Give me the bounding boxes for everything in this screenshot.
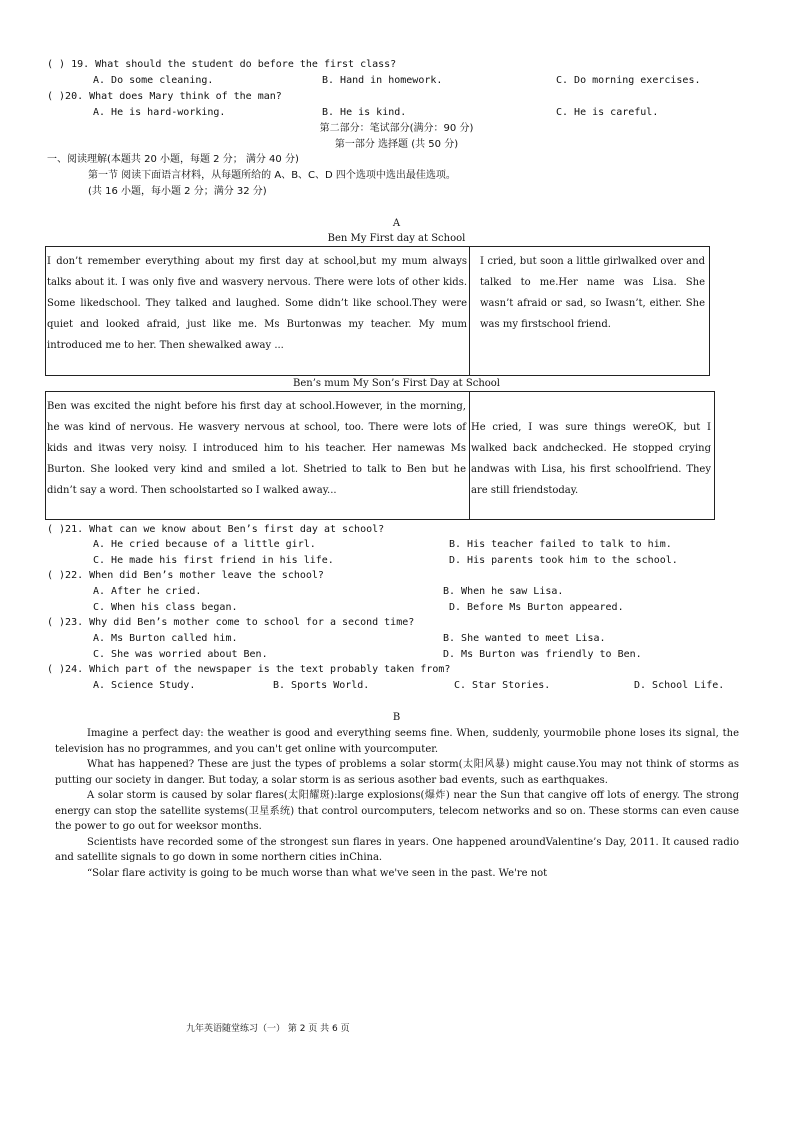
question-19-option-a: A. Do some cleaning. xyxy=(93,75,214,86)
question-24-option-d: D. School Life. xyxy=(634,680,725,691)
question-24-option-c: C. Star Stories. xyxy=(454,680,551,691)
table2-left-text: Ben was excited the night before his first day at school.However, in the morning, he was kind of nervous. He wasvery nervous at school, too. There were lots of kids and itwas very noisy. I introduced him to his teacher. Her namewas Ms Burton. She looked very kind and smiled a lot. Shetried to talk to Ben but he didn’t say a word. Then schoolstarted so I walked away... xyxy=(47,401,466,496)
table1-right-text: I cried, but soon a little girlwalked over and talked to me.Her name was Lisa. She wasn’t afraid or sad, so Iwasn’t, either. She was my firstschool friend. xyxy=(480,256,705,330)
passage-a-label: A xyxy=(392,218,401,229)
passage-b-body xyxy=(55,726,739,881)
section1-instruction: 第一节 阅读下面语言材料，从每题所给的 A、B、C、D 四个选项中选出最佳选项。 xyxy=(88,170,456,181)
question-19-stem: ( ) 19. What should the student do before the first class? xyxy=(47,59,397,70)
passage-b-paragraph: Scientists have recorded some of the strongest sun flares in years. One happened aroundValentine’s Day, 2011. It caused radio and satellite signals to go down in some northern cities inChina. xyxy=(55,836,739,863)
part1-title: 第一部分 选择题 (共 50 分) xyxy=(334,139,459,150)
question-23-option-d: D. Ms Burton was friendly to Ben. xyxy=(443,649,642,660)
page-footer: 九年英语随堂练习（一） 第 2 页 共 6 页 xyxy=(186,1024,350,1034)
question-23-option-a: A. Ms Burton called him. xyxy=(93,633,238,644)
question-23-option-c: C. She was worried about Ben. xyxy=(93,649,268,660)
question-21-option-c: C. He made his first friend in his life. xyxy=(93,555,334,566)
question-21-option-a: A. He cried because of a little girl. xyxy=(93,539,316,550)
passage-b-paragraph: “Solar flare activity is going to be much worse than what we've seen in the past. We're not xyxy=(87,867,548,879)
question-22-option-c: C. When his class began. xyxy=(93,602,238,613)
passage-b-label: B xyxy=(392,712,401,723)
table1-left-text: I don’t remember everything about my first day at school,but my mum always talks about it. I was only five and wasvery nervous. There were lots of other kids. Some likedschool. They talked and laughed. Some didn’t like school.They were quiet and looked afraid, just like me. Ms Burtonwas my teacher. My mum introduced me to her. Then shewalked away ... xyxy=(47,256,467,351)
question-24-option-a: A. Science Study. xyxy=(93,680,196,691)
table2-title: Ben’s mum My Son’s First Day at School xyxy=(293,378,500,389)
question-22-stem: ( )22. When did Ben’s mother leave the school? xyxy=(47,570,324,581)
question-23-option-b: B. She wanted to meet Lisa. xyxy=(443,633,606,644)
question-23-stem: ( )23. Why did Ben’s mother come to school for a second time? xyxy=(47,617,415,628)
table1-divider xyxy=(469,246,470,376)
passage-b-paragraph: A solar storm is caused by solar flares(太阳耀斑):large explosions(爆炸) near the Sun that cangive off lots of energy. The strong energy can stop the satellite systems(卫星系统) that control ourcomputers, telecom networks and so on. These storms can even cause the power to go out for weeksor months. xyxy=(55,790,739,832)
question-24-option-b: B. Sports World. xyxy=(273,680,370,691)
question-22-option-b: B. When he saw Lisa. xyxy=(443,586,564,597)
question-22-option-a: A. After he cried. xyxy=(93,586,202,597)
question-21-option-d: D. His parents took him to the school. xyxy=(449,555,678,566)
question-20-option-b: B. He is kind. xyxy=(322,107,407,118)
section1-score-note: (共 16 小题，每小题 2 分；满分 32 分) xyxy=(88,186,267,197)
question-21-option-b: B. His teacher failed to talk to him. xyxy=(449,539,672,550)
passage-b-paragraph: What has happened? These are just the types of problems a solar storm(太阳风暴) might cause.You may not think of storms as putting our society in danger. But today, a solar storm is as serious asother bad events, such as earthquakes. xyxy=(55,759,739,786)
part2-title: 第二部分：笔试部分(满分：90 分) xyxy=(319,123,474,134)
question-21-stem: ( )21. What can we know about Ben’s first day at school? xyxy=(47,524,385,535)
table2-right-text: He cried, I was sure things wereOK, but I walked back andchecked. He stopped crying andwas with Lisa, his first schoolfriend. They are still friendstoday. xyxy=(471,422,711,496)
question-20-option-c: C. He is careful. xyxy=(556,107,659,118)
question-22-option-d: D. Before Ms Burton appeared. xyxy=(449,602,624,613)
table1-title: Ben My First day at School xyxy=(327,233,466,244)
question-19-option-b: B. Hand in homework. xyxy=(322,75,443,86)
passage-b-paragraph: Imagine a perfect day: the weather is good and everything seems fine. When, suddenly, yourmobile phone loses its signal, the television has no programmes, and you can't get online with yourcomputer. xyxy=(55,728,739,755)
question-20-option-a: A. He is hard-working. xyxy=(93,107,226,118)
section1-heading: 一、阅读理解(本题共 20 小题，每题 2 分； 满分 40 分) xyxy=(47,154,299,165)
table2-divider xyxy=(469,391,470,520)
question-20-stem: ( )20. What does Mary think of the man? xyxy=(47,91,282,102)
question-19-option-c: C. Do morning exercises. xyxy=(556,75,701,86)
question-24-stem: ( )24. Which part of the newspaper is the text probably taken from? xyxy=(47,664,451,675)
